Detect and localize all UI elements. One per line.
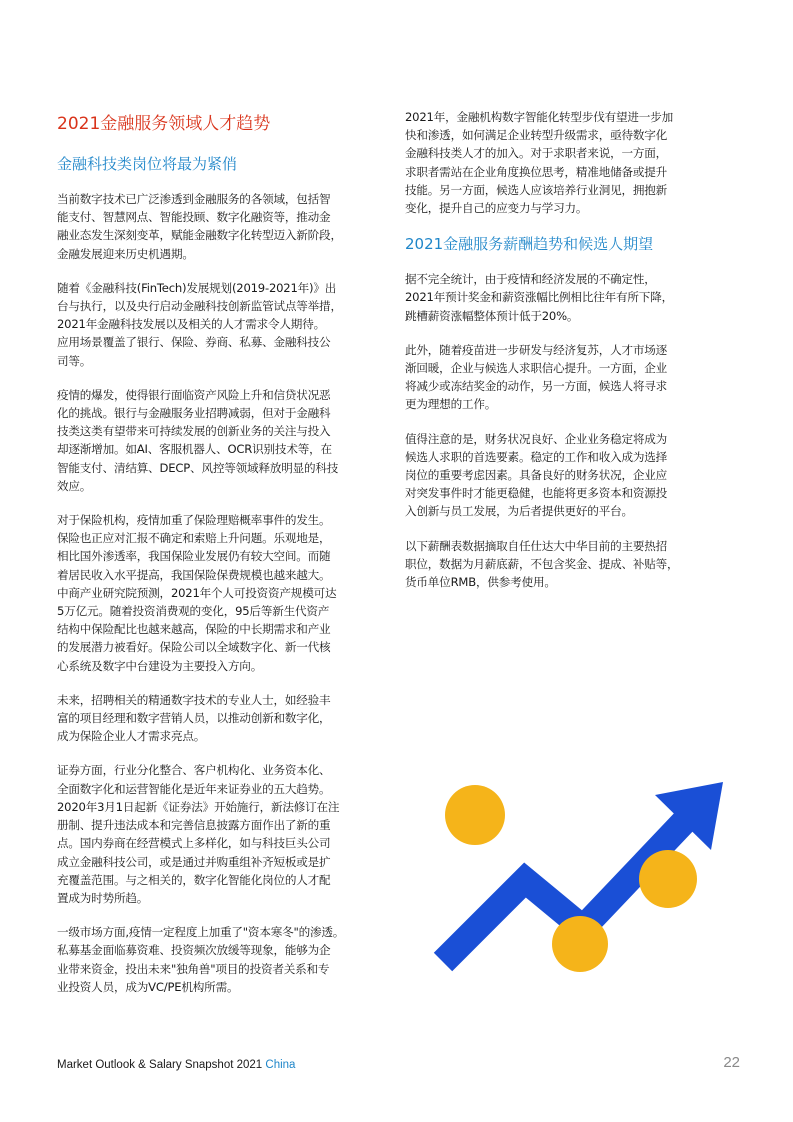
right-column xyxy=(405,108,725,607)
paragraph: 值得注意的是，财务状况良好、企业业务稳定将成为 候选人求职的首选要素。稳定的工作和收入成为选择 岗位的重要考虑因素。具备良好的财务状况，企业应 对突发事件时才能更稳健，也能将更多资本和资源投 入创新与员工发展，为后者提供更好的平台。 xyxy=(405,431,668,519)
paragraph: 证券方面，行业分化整合、客户机构化、业务资本化、 全面数字化和运营智能化是近年来证券业的五大趋势。 2020年3月1日起新《证券法》开始施行，新法修订在注 册制、提升违法成本和完善信息披露方面作出了新的重 点。国内券商在经营模式上多样化，如与科技巨头公司 成立金融科技公司，或是通过并购重组补齐短板或是扩 充覆盖范围。与之相关的，数字化智能化岗位的人才配 置成为时势所趋。 xyxy=(57,763,340,905)
paragraph: 对于保险机构，疫情加重了保险理赔概率事件的发生。 保险也正应对汇报不确定和索赔上升问题。乐观地是， 相比国外渗透率，我国保险业发展仍有较大空间。而随 着居民收入水平提高，我国保险保费规模也越来越大。 中商产业研究院预测，2021年个人可投资资产规模可达 5万亿元。随着投资消费观的变化，95后等新生代资产 结构中保险配比也越来越高，保险的中长期需求和产业 的发展潜力被看好。保险公司以全域数字化、新一代核 心系统及数字中台建设为主要投入方向。 xyxy=(57,513,337,673)
page-number: 22 xyxy=(723,1054,740,1071)
paragraph: 当前数字技术已广泛渗透到金融服务的各领域，包括智 能支付、智慧网点、智能投顾、数字化融资等，推动金 融业态发生深刻变革，赋能金融数字化转型迈入新阶段， 金融发展迎来历史机遇期。 xyxy=(57,192,342,261)
left-column xyxy=(57,112,387,1012)
dot-icon xyxy=(552,916,608,972)
paragraph: 以下薪酬表数据摘取自任仕达大中华目前的主要热招 职位，数据为月薪底薪，不包含奖金、提成、补贴等， 货币单位RMB，供参考使用。 xyxy=(405,538,679,590)
sub-title-salary: 2021金融服务薪酬趋势和候选人期望 xyxy=(405,235,654,254)
paragraph: 此外，随着疫苗进一步研发与经济复苏，人才市场逐 渐回暖，企业与候选人求职信心提升。一方面，企业 将减少或冻结奖金的动作，另一方面，候选人将寻求 更为理想的工作。 xyxy=(405,342,668,412)
dot-icon xyxy=(639,850,697,908)
sub-title-fintech: 金融科技类岗位将最为紧俏 xyxy=(57,155,238,173)
footer-title xyxy=(57,1059,295,1071)
footer-report-name: Market Outlook & Salary Snapshot 2021 xyxy=(57,1059,263,1071)
trend-graphic xyxy=(405,770,735,1000)
footer-region: China xyxy=(265,1059,296,1071)
paragraph: 一级市场方面,疫情一定程度上加重了"资本寒冬"的渗透。 私募基金面临募资难、投资频次放缓等现象，能够为企 业带来资金，投出未来"独角兽"项目的投资者关系和专 业投资人员，成为VC/PE机构所需。 xyxy=(57,925,345,994)
dot-icon xyxy=(445,785,505,845)
paragraph: 随着《金融科技(FinTech)发展规划(2019-2021年)》出 台与执行，以及央行启动金融科技创新监管试点等举措， 2021年金融科技发展以及相关的人才需求令人期待。 应用场景覆盖了银行、保险、券商、私募、金融科技公 司等。 xyxy=(57,280,342,368)
section-title: 2021金融服务领域人才趋势 xyxy=(57,114,271,134)
paragraph: 据不完全统计，由于疫情和经济发展的不确定性， 2021年预计奖金和薪资涨幅比例相比往年有所下降， 跳槽薪资涨幅整体预计低于20%。 xyxy=(405,272,673,323)
paragraph: 疫情的爆发，使得银行面临资产风险上升和信贷状况恶 化的挑战。银行与金融服务业招聘减弱，但对于金融科 技类这类有望带来可持续发展的创新业务的关注与投入 却逐渐增加。如AI、客服机器人、OCR识别技术等，在 智能支付、清结算、DECP、风控等领域释放明显的科技 效应。 xyxy=(57,387,339,493)
intro-paragraph: 2021年，金融机构数字智能化转型步伐有望进一步加 快和渗透，如何满足企业转型升级需求，亟待数字化 金融科技类人才的加入。对于求职者来说，一方面， 求职者需站在企业角度换位思考，精准地储备或提升 技能。另一方面，候选人应该培养行业洞见，拥抱新 变化，提升自己的应变力与学习力。 xyxy=(405,110,673,216)
paragraph: 未来，招聘相关的精通数字技术的专业人士，如经验丰 富的项目经理和数字营销人员，以推动创新和数字化， 成为保险企业人才需求亮点。 xyxy=(57,692,331,744)
